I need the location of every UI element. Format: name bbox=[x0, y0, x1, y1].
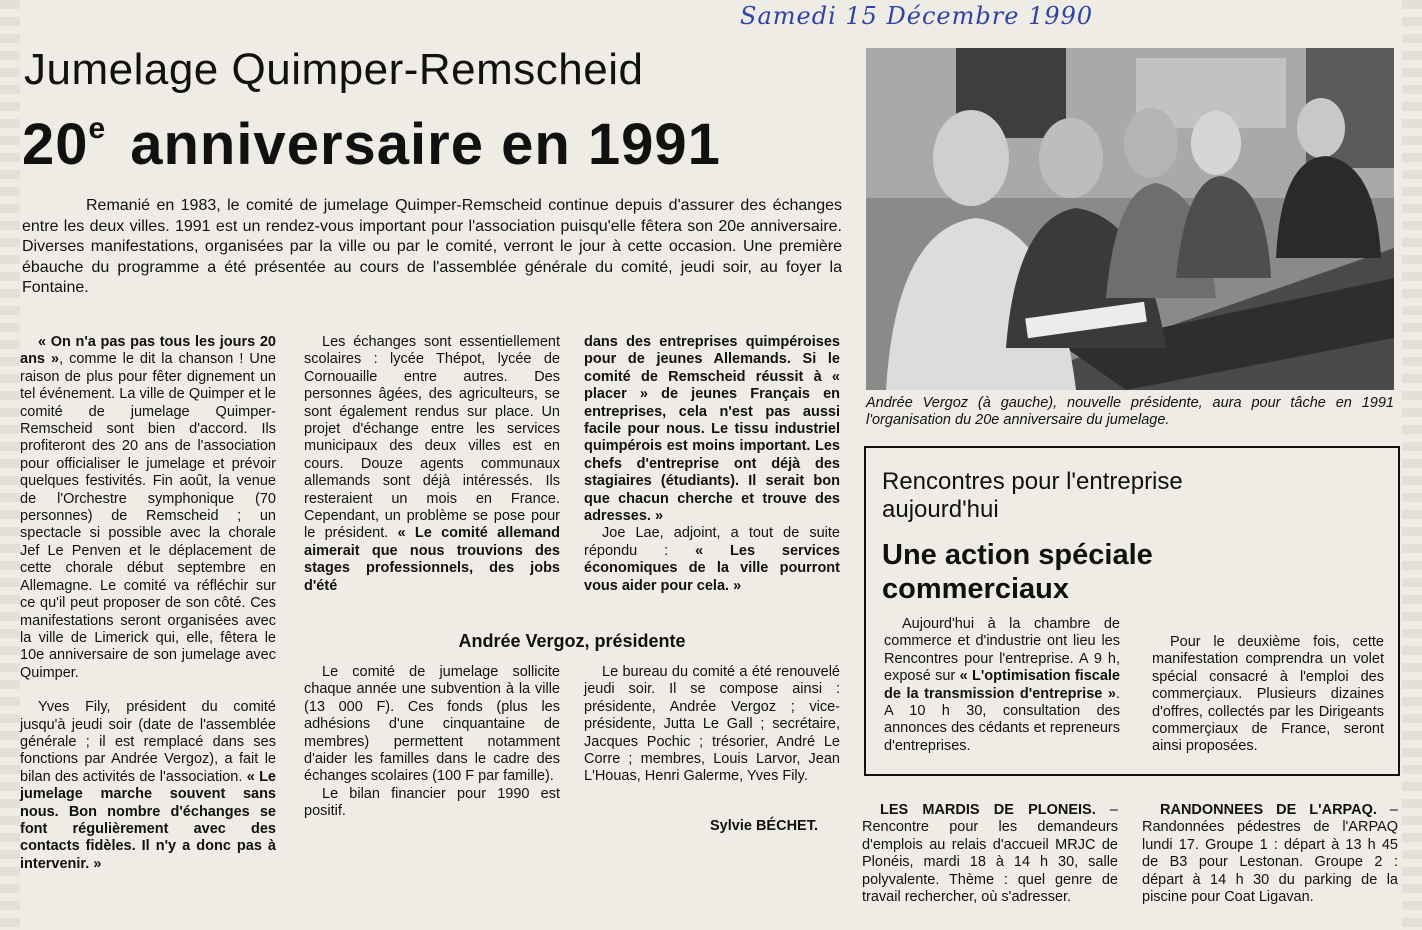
article-kicker: Jumelage Quimper-Remscheid bbox=[24, 45, 644, 94]
column-3 bbox=[584, 334, 840, 595]
headline-text: anniversaire en 1991 bbox=[130, 112, 721, 177]
col1-quote-2: « Le jumelage marche souvent sans nous. Bon nombre d'échanges se font régulièrement avec des contacts fidèles. Il n'y a donc pas à intervenir. » bbox=[20, 768, 276, 872]
bleed-through-left bbox=[0, 0, 20, 930]
headline-superscript: e bbox=[88, 112, 107, 145]
sidebar-title: Une action spéciale commerciaux bbox=[882, 539, 1153, 605]
headline-number: 20 bbox=[22, 112, 89, 177]
column-2-bottom bbox=[304, 664, 560, 821]
col3-text: Joe Lae, adjoint, a tout de suite répondu : bbox=[584, 525, 840, 559]
brief-2-paragraph bbox=[1142, 802, 1398, 906]
col3-paragraph-2 bbox=[584, 525, 840, 595]
column-3-bottom bbox=[584, 664, 840, 786]
col2b-paragraph-2: Le bilan financier pour 1990 est positif. bbox=[304, 785, 560, 820]
brief-1-paragraph bbox=[862, 802, 1118, 906]
col2-paragraph-1 bbox=[304, 334, 560, 595]
column-1 bbox=[20, 334, 276, 873]
photo-illustration bbox=[866, 48, 1394, 390]
brief-arpaq bbox=[1142, 802, 1398, 906]
article-lead: Remanié en 1983, le comité de jumelage Quimper-Remscheid continue depuis d'assurer des échanges entre les deux villes. 1991 est un rendez-vous important pour l'association puisqu'elle fêtera son 20e anniversaire. Diverses manifestations, organisées par la ville ou par le comité, verront le jour à cette occasion. Une première ébauche du programme a été présentée au cours de l'assemblée générale du comité, jeudi soir, au foyer la Fontaine. bbox=[22, 197, 842, 297]
sidebar-left-text-2: . A 10 h 30, consultation des annonces des cédants et repreneurs d'entreprises. bbox=[884, 685, 1120, 754]
sidebar-right-paragraph: Pour le deuxième fois, cette manifestation comprendra un volet spécial consacré à l'emploi des commerçiaux. Plusieurs dizaines d'offres, collectés par les Dirigeants commerçiaux de France, seront ainsi proposées. bbox=[1152, 634, 1384, 755]
sidebar-box bbox=[864, 446, 1400, 776]
col3-paragraph-1 bbox=[584, 334, 840, 525]
col3-quote-2: « Les services économiques de la ville pourront vous aider pour cela. » bbox=[584, 542, 840, 594]
col1-text-2: Yves Fily, président du comité jusqu'à jeudi soir (date de l'assemblée générale ; il est remplacé dans ses fonctions par Andrée Vergoz), a fait le bilan des activités de l'association. bbox=[20, 699, 276, 785]
col2-text: Les échanges sont essentiellement scolaires : lycée Thépot, lycée de Cornouaille entre autres. Des personnes âgées, des agriculteurs, se sont également rendus sur place. Un projet d'échange entre les services municipaux des deux villes est en cours. Douze agents communaux allemands sont déjà intéressés. Ils resteraient un mois en France. Cependant, un problème se pose pour le président. bbox=[304, 334, 560, 542]
col1-paragraph-2 bbox=[20, 699, 276, 873]
sidebar-kicker: Rencontres pour l'entreprise aujourd'hui bbox=[882, 468, 1183, 523]
article-subhead: Andrée Vergoz, présidente bbox=[458, 631, 686, 651]
column-2 bbox=[304, 334, 560, 595]
sidebar-left-text: Aujourd'hui à la chambre de commerce et d'industrie ont lieu les Rencontres pour l'entreprise. A 9 h, exposé sur bbox=[884, 616, 1120, 685]
brief-2-text: Randonnées pédestres de l'ARPAQ lundi 17. Groupe 1 : départ à 13 h 45 de B3 pour Lestonan. Groupe 2 : départ à 14 h 30 du parking de la piscine pour Coat Ligavan. bbox=[1142, 819, 1398, 906]
sidebar-left-bold: « L'optimisation fiscale de la transmission d'entreprise » bbox=[884, 668, 1120, 702]
col2-quote: « Le comité allemand aimerait que nous trouvions des stages professionnels, des jobs d'été bbox=[304, 525, 560, 594]
article-headline bbox=[22, 112, 852, 177]
sidebar-right-column bbox=[1152, 634, 1384, 756]
brief-1-title: LES MARDIS DE PLONEIS. bbox=[880, 802, 1096, 818]
sidebar-left-column bbox=[884, 616, 1120, 755]
article-signature: Sylvie BÉCHET. bbox=[710, 818, 818, 834]
brief-2-dash: – bbox=[1376, 802, 1398, 818]
col1-quote: « On n'a pas pas tous les jours 20 ans » bbox=[20, 334, 276, 368]
article-photo bbox=[866, 48, 1394, 390]
handwritten-date: Samedi 15 Décembre 1990 bbox=[740, 2, 1094, 30]
photo-caption: Andrée Vergoz (à gauche), nouvelle présidente, aura pour tâche en 1991 l'organisation du 20e anniversaire du jumelage. bbox=[866, 395, 1394, 429]
col1-paragraph-1 bbox=[20, 334, 276, 682]
brief-1-dash: – bbox=[1095, 802, 1118, 818]
col3b-paragraph-1: Le bureau du comité a été renouvelé jeudi soir. Il se compose ainsi : présidente, Andrée Vergoz ; vice-présidente, Jutta Le Gall ; secrétaire, Jacques Pochic ; trésorier, André Le Corre ; membres, Louis Larvor, Jean L'Houas, Henri Galerme, Yves Fily. bbox=[584, 664, 840, 785]
brief-1-text: Rencontre pour les demandeurs d'emplois au relais d'accueil MRJC de Plonéis, mardi 18 à 14 h 30, salle polyvalente. Thème : quel genre de travail rechercher, où s'adresser. bbox=[862, 819, 1118, 906]
col2b-paragraph-1: Le comité de jumelage sollicite chaque année une subvention à la ville (13 000 F). Ces fonds (plus les adhésions d'une cinquantaine de membres) permettent notamment d'aider les familles dans le cadre des échanges scolaires (100 F par famille). bbox=[304, 664, 560, 785]
col1-text: , comme le dit la chanson ! Une raison de plus pour fêter dignement un tel événement. La ville de Quimper et le comité de jumelage Quimper-Remscheid sont bien d'accord. Ils profiteront des 20 ans de l'association pour officialiser le jumelage et prévoir quelques festivités. Fin août, la venue de l'Orchestre symphonique (70 personnes) de Remscheid ; un spectacle si possible avec la chorale Jef Le Penven et le déplacement de cette chorale début septembre en Allemagne. Le comité va réfléchir sur ce qu'il peut proposer de son côté. Ces manifestations seront organisées avec la ville de Limerick qui, elle, fêtera le 10e anniversaire de son jumelage avec Quimper. bbox=[20, 351, 276, 681]
col3-quote: dans des entreprises quimpéroises pour de jeunes Allemands. Si le comité de Remscheid réussit à « placer » de jeunes Français en entreprises, cela n'est pas aussi facile pour nous. Le tissu industriel quimpérois est moins important. Les chefs d'entreprise ont déjà des stagiaires (étudiants). Il serait bon que chacun cherche et trouve des adresses. » bbox=[584, 334, 840, 525]
bleed-through-right bbox=[1402, 0, 1422, 930]
sidebar-left-paragraph bbox=[884, 616, 1120, 755]
brief-plonéis bbox=[862, 802, 1118, 906]
brief-2-title: RANDONNEES DE L'ARPAQ. bbox=[1160, 802, 1377, 818]
